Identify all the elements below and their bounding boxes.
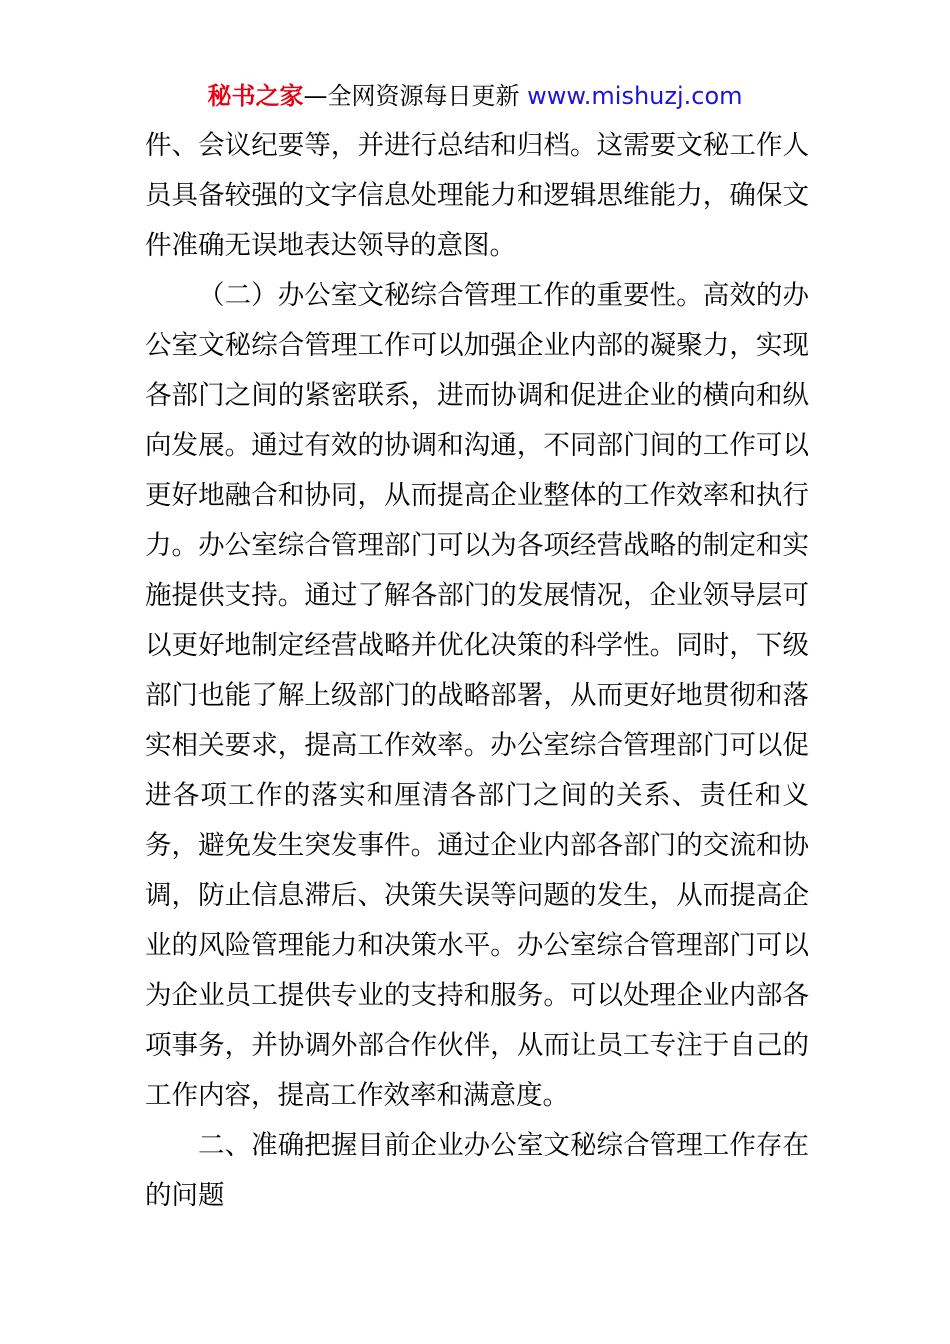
section-heading-problems: 二、准确把握目前企业办公室文秘综合管理工作存在的问题 bbox=[145, 1130, 809, 1211]
header-brand: 秘书之家 bbox=[207, 82, 304, 110]
document-body bbox=[145, 121, 809, 1221]
paragraph-continuation: 件、会议纪要等，并进行总结和归档。这需要文秘工作人员具备较强的文字信息处理能力和逻辑思维能力，确保文件准确无误地表达领导的意图。 bbox=[145, 130, 809, 261]
paragraph-importance: （二）办公室文秘综合管理工作的重要性。高效的办公室文秘综合管理工作可以加强企业内部的凝聚力，实现各部门之间的紧密联系，进而协调和促进企业的横向和纵向发展。通过有效的协调和沟通，不同部门间的工作可以更好地融合和协同，从而提高企业整体的工作效率和执行力。办公室综合管理部门可以为各项经营战略的制定和实施提供支持。通过了解各部门的发展情况，企业领导层可以更好地制定经营战略并优化决策的科学性。同时，下级部门也能了解上级部门的战略部署，从而更好地贯彻和落实相关要求，提高工作效率。办公室综合管理部门可以促进各项工作的落实和厘清各部门之间的关系、责任和义务，避免发生突发事件。通过企业内部各部门的交流和协调，防止信息滞后、决策失误等问题的发生，从而提高企业的风险管理能力和决策水平。办公室综合管理部门可以为企业员工提供专业的支持和服务。可以处理企业内部各项事务，并协调外部合作伙伴，从而让员工专注于自己的工作内容，提高工作效率和满意度。 bbox=[145, 280, 809, 1111]
header-url-link[interactable]: www.mishuzj.com bbox=[527, 82, 743, 110]
header-tagline: —全网资源每日更新 bbox=[303, 82, 520, 110]
page-header bbox=[0, 80, 950, 112]
